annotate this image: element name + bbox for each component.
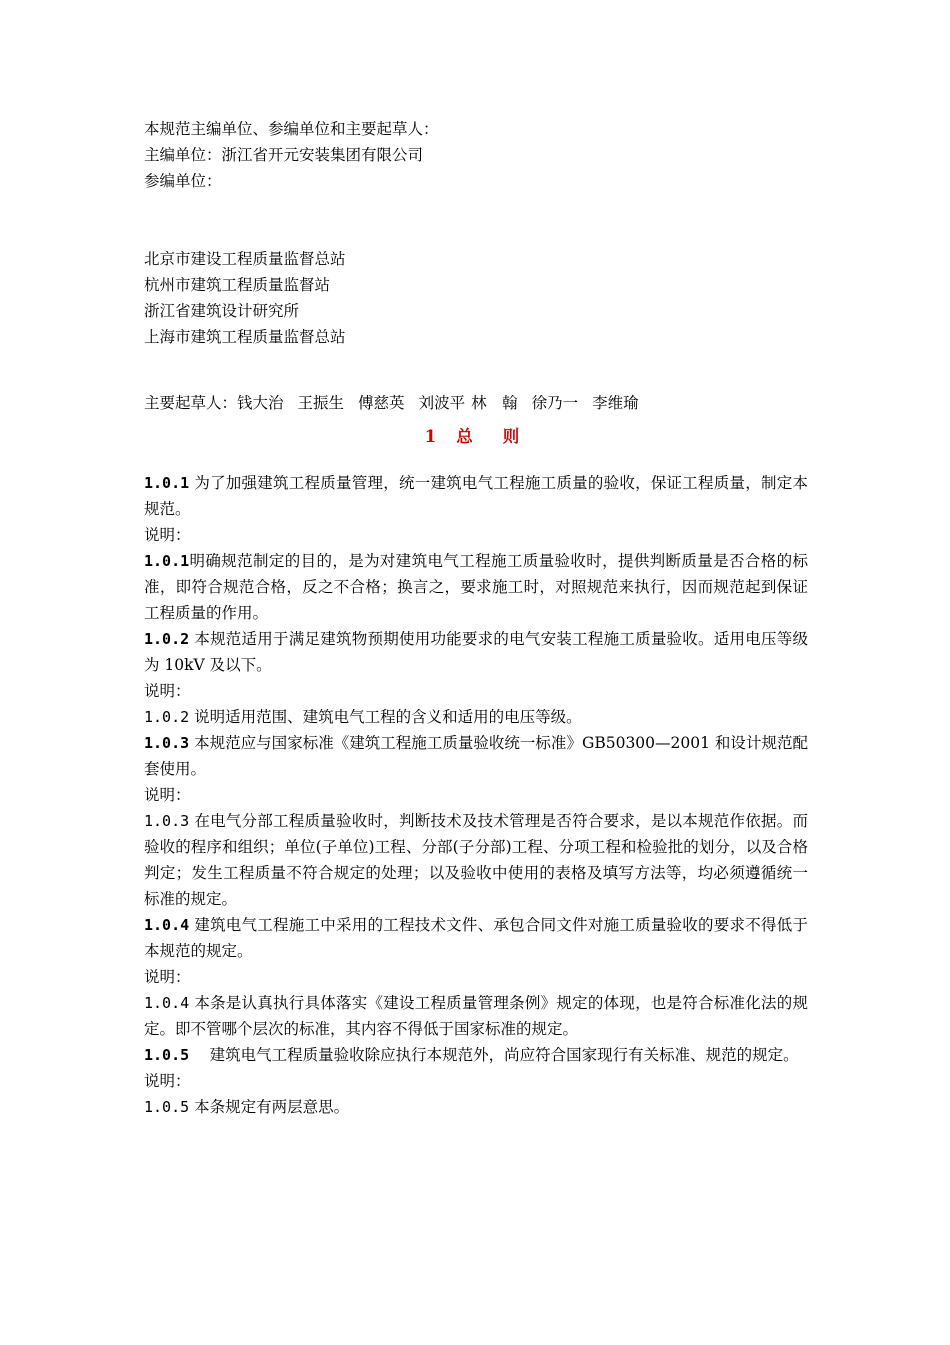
clause-number: 1.0.1	[144, 474, 190, 492]
clause	[144, 1042, 808, 1068]
drafters-line	[144, 390, 808, 416]
note-number: 1.0.5	[144, 1098, 190, 1116]
drafter-name: 刘波平	[418, 394, 466, 412]
note-label: 说明：	[144, 1072, 191, 1090]
note-number: 1.0.3	[144, 812, 190, 830]
section-number: 1	[424, 427, 437, 446]
clause	[144, 470, 808, 522]
clause-text: 为了加强建筑工程质量管理，统一建筑电气工程施工质量的验收，保证工程质量，制定本规范。	[144, 474, 808, 518]
note-label: 说明：	[144, 786, 191, 804]
clause-note	[144, 704, 808, 730]
clause	[144, 912, 808, 964]
spacer	[144, 194, 808, 246]
note-text: 在电气分部工程质量验收时，判断技术及技术管理是否符合要求，是以本规范作依据。而验收的程序和组织；单位(子单位)工程、分部(子分部)工程、分项工程和检验批的划分，以及合格判定；发生工程质量不符合规定的处理；以及验收中使用的表格及填写方法等，均必须遵循统一标准的规定。	[144, 812, 808, 908]
note-number: 1.0.2	[144, 708, 190, 726]
clause-note	[144, 990, 808, 1042]
drafter-name: 徐乃一	[531, 394, 579, 412]
drafter-name: 李维瑜	[592, 394, 639, 412]
note-text: 本条规定有两层意思。	[194, 1098, 350, 1116]
section-heading	[144, 424, 808, 450]
participating-unit: 上海市建筑工程质量监督总站	[144, 328, 346, 346]
participating-unit: 浙江省建筑设计研究所	[144, 302, 300, 320]
drafter-name: 林 翰	[471, 394, 518, 412]
participating-label: 参编单位：	[144, 172, 222, 190]
drafter-name: 钱大治	[237, 394, 284, 412]
note-label: 说明：	[144, 526, 191, 544]
document-page	[144, 116, 808, 1120]
note-text: 本条是认真执行具体落实《建设工程质量管理条例》规定的体现，也是符合标准化法的规定。即不管哪个层次的标准，其内容不得低于国家标准的规定。	[144, 994, 808, 1038]
spacer	[144, 350, 808, 390]
participating-unit: 北京市建设工程质量监督总站	[144, 250, 346, 268]
drafter-name: 傅慈英	[358, 394, 405, 412]
clause-number: 1.0.4	[144, 916, 190, 934]
clause	[144, 626, 808, 678]
clause-text: 本规范适用于满足建筑物预期使用功能要求的电气安装工程施工质量验收。适用电压等级为 10kV 及以下。	[144, 630, 808, 674]
section-title-word: 则	[502, 427, 520, 446]
clause-note	[144, 548, 808, 626]
clause-text: 建筑电气工程质量验收除应执行本规范外，尚应符合国家现行有关标准、规范的规定。	[194, 1046, 799, 1064]
clause-note	[144, 1094, 808, 1120]
note-number: 1.0.4	[144, 994, 190, 1012]
clause-note	[144, 808, 808, 912]
clause-text: 建筑电气工程施工中采用的工程技术文件、承包合同文件对施工质量验收的要求不得低于本规范的规定。	[144, 916, 808, 960]
note-label: 说明：	[144, 968, 191, 986]
note-text: 明确规范制定的目的，是为对建筑电气工程施工质量验收时，提供判断质量是否合格的标准，即符合规范合格，反之不合格；换言之，要求施工时，对照规范来执行，因而规范起到保证工程质量的作用。	[144, 552, 808, 622]
clause-number: 1.0.3	[144, 734, 190, 752]
front-intro: 本规范主编单位、参编单位和主要起草人：	[144, 120, 439, 138]
chief-unit: 主编单位：浙江省开元安装集团有限公司	[144, 146, 424, 164]
clause-text: 本规范应与国家标准《建筑工程施工质量验收统一标准》GB50300—2001 和设计规范配套使用。	[144, 734, 808, 778]
note-number: 1.0.1	[144, 552, 190, 570]
clause-number: 1.0.2	[144, 630, 190, 648]
note-label: 说明：	[144, 682, 191, 700]
participating-unit: 杭州市建筑工程质量监督站	[144, 276, 331, 294]
clause-number: 1.0.5	[144, 1046, 190, 1064]
drafters-label: 主要起草人：	[144, 394, 238, 412]
note-text: 说明适用范围、建筑电气工程的含义和适用的电压等级。	[194, 708, 582, 726]
clause	[144, 730, 808, 782]
drafter-name: 王振生	[297, 394, 345, 412]
section-title-word: 总	[456, 427, 473, 446]
